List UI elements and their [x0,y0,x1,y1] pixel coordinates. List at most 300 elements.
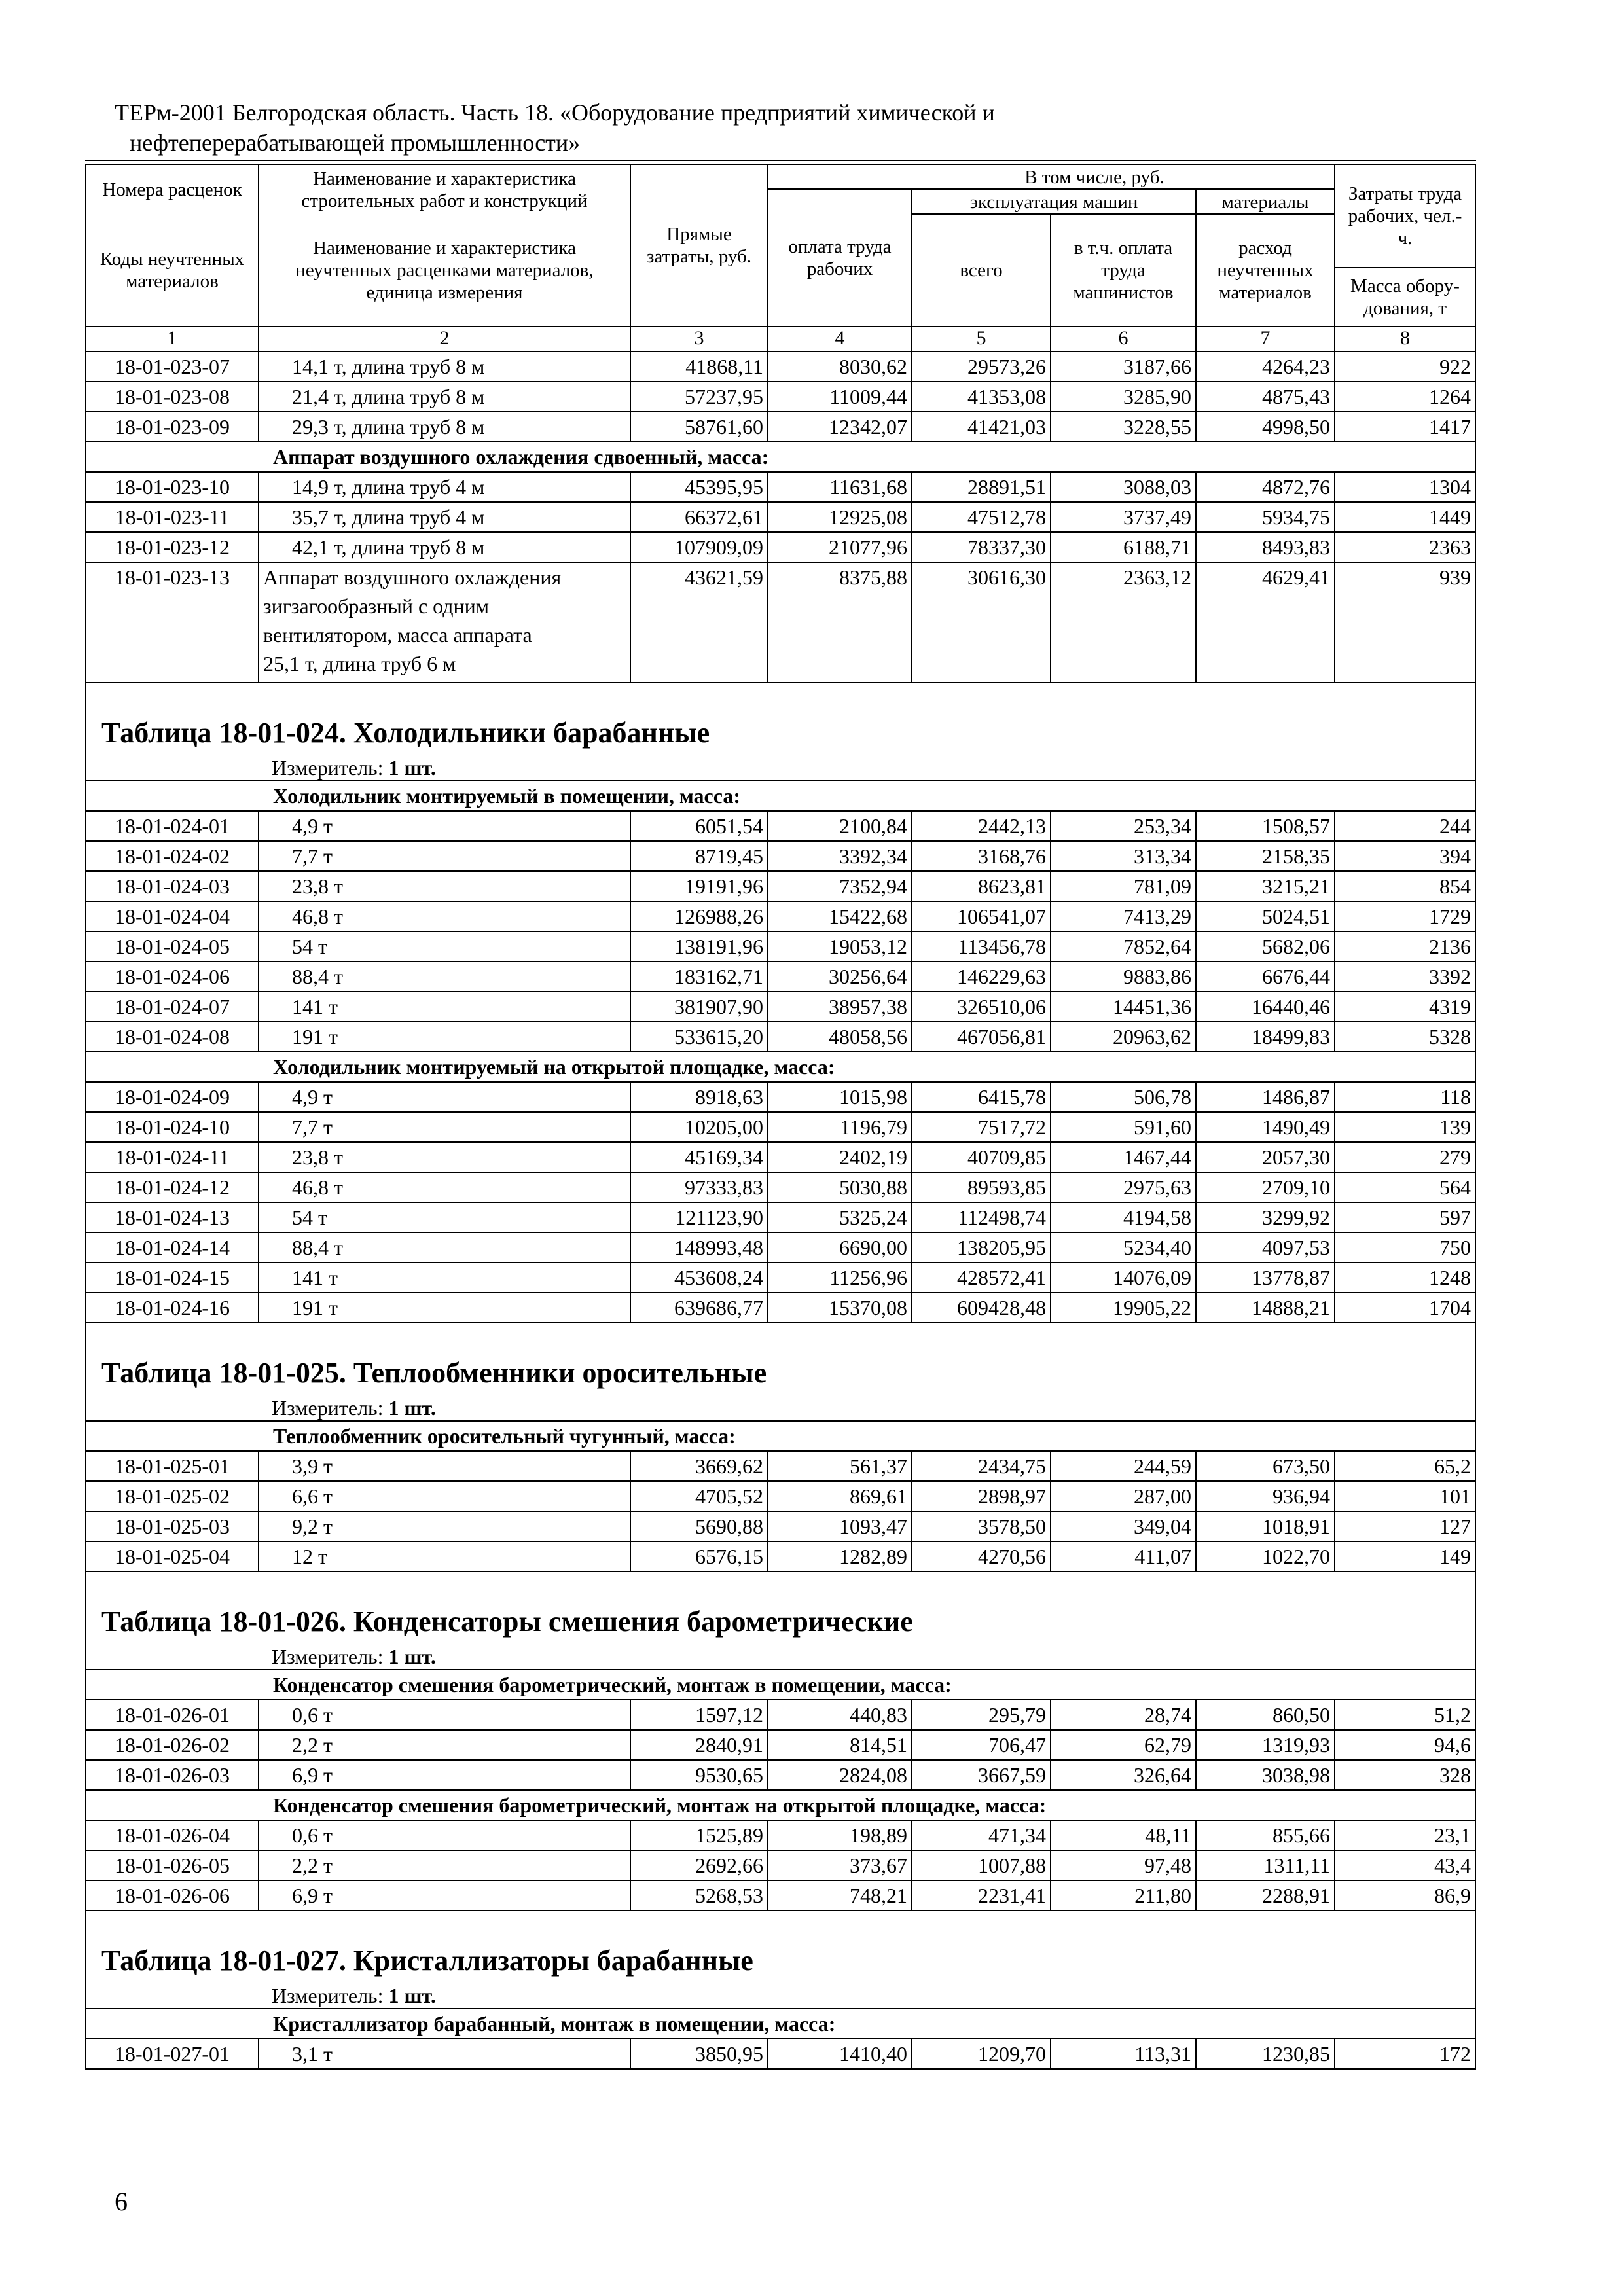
item-name: 2,2 т [258,1851,630,1880]
section-frame [85,1323,1476,1422]
value-cell: 639686,77 [630,1293,767,1322]
table-row [85,1761,1476,1791]
value-cell: 5325,24 [767,1203,911,1232]
column-number: 7 [1195,326,1334,351]
value-cell: 2824,08 [767,1761,911,1789]
group-subheader: Конденсатор смешения барометрический, монтаж в помещении, масса: [85,1670,1476,1700]
item-name: 54 т [258,932,630,961]
value-cell: 5690,88 [630,1512,767,1541]
value-cell: 3168,76 [911,842,1050,870]
table-row [85,812,1476,842]
item-name: 6,6 т [258,1482,630,1511]
item-name: 9,2 т [258,1512,630,1541]
value-cell: 57237,95 [630,382,767,411]
col3-header: Прямые затраты, руб. [646,224,752,267]
value-cell: 14888,21 [1195,1293,1334,1322]
value-cell: 6690,00 [767,1233,911,1262]
document-header-line2: нефтеперерабатывающей промышленности» [130,130,581,156]
value-cell: 5268,53 [630,1881,767,1910]
value-cell: 12925,08 [767,503,911,531]
value-cell: 3578,50 [911,1512,1050,1541]
value-cell: 138191,96 [630,932,767,961]
value-cell: 1018,91 [1195,1512,1334,1541]
value-cell: 2442,13 [911,812,1050,840]
rate-code: 18-01-024-10 [115,1115,230,1139]
table-row [85,1233,1476,1263]
table-section-title: Таблица 18-01-025. Теплообменники оросительные [101,1357,767,1389]
column-number: 4 [767,326,911,351]
value-cell: 706,47 [911,1731,1050,1759]
item-name: 3,1 т [258,2039,630,2068]
value-cell: 23,1 [1334,1821,1475,1850]
measure-label: Измеритель: [272,1396,389,1420]
value-cell: 1248 [1334,1263,1475,1292]
value-cell: 5024,51 [1195,902,1334,931]
value-cell: 860,50 [1195,1700,1334,1729]
value-cell: 1209,70 [911,2039,1050,2068]
measure-label: Измеритель: [272,1984,389,2007]
value-cell: 172 [1334,2039,1475,2068]
value-cell: 4629,41 [1195,563,1334,682]
value-cell: 4097,53 [1195,1233,1334,1262]
value-cell: 564 [1334,1173,1475,1202]
col8-top-header: Затраты труда рабочих, чел.-ч. [1348,183,1462,249]
value-cell: 1282,89 [767,1542,911,1571]
value-cell: 4319 [1334,992,1475,1021]
value-cell: 373,67 [767,1851,911,1880]
item-name: 4,9 т [258,1083,630,1111]
value-cell: 43621,59 [630,563,767,682]
value-cell: 30616,30 [911,563,1050,682]
table-row [85,1542,1476,1572]
machines-header: эксплуатация машин [969,192,1138,213]
rate-code: 18-01-026-04 [115,1823,230,1847]
rate-code: 18-01-024-07 [115,995,230,1018]
item-name: 141 т [258,992,630,1021]
col1-bottom-header: Коды неучтенных материалов [99,249,245,292]
value-cell: 7852,64 [1050,932,1195,961]
item-name: 46,8 т [258,1173,630,1202]
value-cell: 440,83 [767,1700,911,1729]
value-cell: 453608,24 [630,1263,767,1292]
item-name: 54 т [258,1203,630,1232]
item-name: 0,6 т [258,1821,630,1850]
value-cell: 127 [1334,1512,1475,1541]
value-cell: 9883,86 [1050,962,1195,991]
item-name: 6,9 т [258,1761,630,1789]
col5-header: всего [960,260,1003,281]
value-cell: 45169,34 [630,1143,767,1172]
item-name-line: 25,1 т, длина труб 6 м [263,652,456,675]
item-name: 12 т [258,1542,630,1571]
column-number: 8 [1334,326,1475,351]
value-cell: 211,80 [1050,1881,1195,1910]
value-cell: 750 [1334,1233,1475,1262]
value-cell: 19191,96 [630,872,767,901]
item-name: 191 т [258,1022,630,1051]
value-cell: 506,78 [1050,1083,1195,1111]
value-cell: 328 [1334,1761,1475,1789]
col4-header: оплата труда рабочих [788,236,892,279]
value-cell: 748,21 [767,1881,911,1910]
value-cell: 1230,85 [1195,2039,1334,2068]
rate-code: 18-01-026-05 [115,1854,230,1877]
value-cell: 2100,84 [767,812,911,840]
item-name: 0,6 т [258,1700,630,1729]
value-cell: 138205,95 [911,1233,1050,1262]
header-divider [911,213,1335,215]
value-cell: 41353,08 [911,382,1050,411]
value-cell: 1490,49 [1195,1113,1334,1141]
measure-value: 1 шт. [388,756,436,780]
measure-label: Измеритель: [272,756,389,780]
value-cell: 8493,83 [1195,533,1334,562]
table-row [85,1263,1476,1293]
value-cell: 854 [1334,872,1475,901]
item-name-line: Аппарат воздушного охлаждения [263,565,562,589]
item-name: 35,7 т, длина труб 4 м [258,503,630,531]
value-cell: 41868,11 [630,352,767,381]
table-row [85,932,1476,962]
group-subheader: Кристаллизатор барабанный, монтаж в помещении, масса: [85,2009,1476,2039]
value-cell: 295,79 [911,1700,1050,1729]
table-section-title: Таблица 18-01-027. Кристаллизаторы барабанные [101,1945,753,1977]
table-row [85,842,1476,872]
value-cell: 146229,63 [911,962,1050,991]
table-row [85,503,1476,533]
value-cell: 2231,41 [911,1881,1050,1910]
value-cell: 2975,63 [1050,1173,1195,1202]
value-cell: 15422,68 [767,902,911,931]
value-cell: 3669,62 [630,1452,767,1480]
rate-code: 18-01-024-05 [115,935,230,958]
value-cell: 51,2 [1334,1700,1475,1729]
item-name: 191 т [258,1293,630,1322]
value-cell: 43,4 [1334,1851,1475,1880]
value-cell: 14076,09 [1050,1263,1195,1292]
col8-bottom-header: Масса обору-дования, т [1350,276,1460,319]
col2-top-header: Наименование и характеристика строительных работ и конструкций [301,168,588,211]
value-cell: 7413,29 [1050,902,1195,931]
value-cell: 1311,11 [1195,1851,1334,1880]
table-row [85,1512,1476,1542]
value-cell: 2136 [1334,932,1475,961]
value-cell: 149 [1334,1542,1475,1571]
value-cell: 3038,98 [1195,1761,1334,1789]
value-cell: 62,79 [1050,1731,1195,1759]
measure-value: 1 шт. [388,1645,436,1668]
value-cell: 6415,78 [911,1083,1050,1111]
group-subheader: Холодильник монтируемый в помещении, масса: [85,781,1476,812]
value-cell: 97,48 [1050,1851,1195,1880]
rate-code: 18-01-023-11 [115,505,230,529]
rate-code: 18-01-024-13 [115,1206,230,1229]
value-cell: 6051,54 [630,812,767,840]
materials-header: материалы [1221,192,1309,213]
value-cell: 1093,47 [767,1512,911,1541]
value-cell: 936,94 [1195,1482,1334,1511]
rate-code: 18-01-024-09 [115,1085,230,1109]
table-row [85,1700,1476,1731]
item-name: 88,4 т [258,1233,630,1262]
value-cell: 40709,85 [911,1143,1050,1172]
section-frame [85,1572,1476,1670]
value-cell: 9530,65 [630,1761,767,1789]
value-cell: 113,31 [1050,2039,1195,2068]
value-cell: 86,9 [1334,1881,1475,1910]
value-cell: 4875,43 [1195,382,1334,411]
value-cell: 922 [1334,352,1475,381]
value-cell: 279 [1334,1143,1475,1172]
value-cell: 21077,96 [767,533,911,562]
item-name: 29,3 т, длина труб 8 м [258,412,630,441]
value-cell: 428572,41 [911,1263,1050,1292]
value-cell: 244,59 [1050,1452,1195,1480]
value-cell: 1007,88 [911,1851,1050,1880]
value-cell: 591,60 [1050,1113,1195,1141]
value-cell: 381907,90 [630,992,767,1021]
group-subheader: Аппарат воздушного охлаждения сдвоенный, масса: [85,442,1476,473]
header-underline [85,160,1476,161]
rate-code: 18-01-027-01 [115,2042,230,2066]
value-cell: 2057,30 [1195,1143,1334,1172]
value-cell: 14451,36 [1050,992,1195,1021]
value-cell: 5030,88 [767,1173,911,1202]
value-cell: 11631,68 [767,473,911,501]
col1-top-header: Номера расценок [102,179,242,200]
value-cell: 6676,44 [1195,962,1334,991]
value-cell: 121123,90 [630,1203,767,1232]
value-cell: 10205,00 [630,1113,767,1141]
col7-header: расход неучтенных материалов [1217,238,1314,303]
table-row [85,1731,1476,1761]
value-cell: 869,61 [767,1482,911,1511]
value-cell: 6188,71 [1050,533,1195,562]
page-number: 6 [115,2187,128,2216]
value-cell: 1015,98 [767,1083,911,1111]
value-cell: 11256,96 [767,1263,911,1292]
item-name: 4,9 т [258,812,630,840]
value-cell: 13778,87 [1195,1263,1334,1292]
rate-code: 18-01-024-12 [115,1175,230,1199]
value-cell: 11009,44 [767,382,911,411]
item-name: 7,7 т [258,1113,630,1141]
table-row [85,1173,1476,1203]
column-number-row [85,326,1476,352]
rate-code: 18-01-024-11 [115,1145,230,1169]
rate-code: 18-01-024-15 [115,1266,230,1289]
measure-label: Измеритель: [272,1645,389,1668]
value-cell: 2709,10 [1195,1173,1334,1202]
group-subheader: Конденсатор смешения барометрический, монтаж на открытой площадке, масса: [85,1791,1476,1821]
value-cell: 471,34 [911,1821,1050,1850]
value-cell: 8623,81 [911,872,1050,901]
value-cell: 1525,89 [630,1821,767,1850]
value-cell: 4998,50 [1195,412,1334,441]
rate-code: 18-01-024-01 [115,814,230,838]
value-cell: 6576,15 [630,1542,767,1571]
rate-code: 18-01-024-16 [115,1296,230,1319]
value-cell: 2363 [1334,533,1475,562]
table-row [85,1083,1476,1113]
value-cell: 5682,06 [1195,932,1334,961]
value-cell: 19905,22 [1050,1293,1195,1322]
value-cell: 78337,30 [911,533,1050,562]
value-cell: 2434,75 [911,1452,1050,1480]
rate-code: 18-01-026-02 [115,1733,230,1757]
document-header-line1: ТЕРм-2001 Белгородская область. Часть 18. «Оборудование предприятий химической и [115,99,995,126]
rate-code: 18-01-024-08 [115,1025,230,1049]
value-cell: 1449 [1334,503,1475,531]
value-cell: 12342,07 [767,412,911,441]
item-name: 14,9 т, длина труб 4 м [258,473,630,501]
value-cell: 7517,72 [911,1113,1050,1141]
value-cell: 4872,76 [1195,473,1334,501]
value-cell: 8719,45 [630,842,767,870]
table-row [85,1293,1476,1323]
measure-value: 1 шт. [388,1984,436,2007]
value-cell: 326510,06 [911,992,1050,1021]
value-cell: 30256,64 [767,962,911,991]
table-row [85,1113,1476,1143]
value-cell: 855,66 [1195,1821,1334,1850]
table-row [85,352,1476,382]
item-name: 23,8 т [258,872,630,901]
value-cell: 244 [1334,812,1475,840]
rate-code: 18-01-024-03 [115,874,230,898]
value-cell: 112498,74 [911,1203,1050,1232]
value-cell: 1410,40 [767,2039,911,2068]
rate-code: 18-01-025-01 [115,1454,230,1478]
item-name-line: зигзагообразный с одним [263,594,489,618]
value-cell: 2158,35 [1195,842,1334,870]
value-cell: 1319,93 [1195,1731,1334,1759]
rate-code: 18-01-025-02 [115,1484,230,1508]
value-cell: 101 [1334,1482,1475,1511]
value-cell: 1704 [1334,1293,1475,1322]
column-number: 2 [258,326,630,351]
value-cell: 1467,44 [1050,1143,1195,1172]
value-cell: 3228,55 [1050,412,1195,441]
value-cell: 4270,56 [911,1542,1050,1571]
value-cell: 533615,20 [630,1022,767,1051]
column-number: 3 [630,326,767,351]
measure-value: 1 шт. [388,1396,436,1420]
rate-code: 18-01-024-14 [115,1236,230,1259]
item-name: 3,9 т [258,1452,630,1480]
value-cell: 673,50 [1195,1452,1334,1480]
rate-code: 18-01-023-12 [115,535,230,559]
value-cell: 16440,46 [1195,992,1334,1021]
value-cell: 38957,38 [767,992,911,1021]
header-divider [911,190,912,326]
table-row [85,533,1476,563]
value-cell: 3187,66 [1050,352,1195,381]
value-cell: 113456,78 [911,932,1050,961]
value-cell: 1196,79 [767,1113,911,1141]
value-cell: 7352,94 [767,872,911,901]
value-cell: 106541,07 [911,902,1050,931]
table-row [85,1851,1476,1881]
value-cell: 20963,62 [1050,1022,1195,1051]
item-name: 21,4 т, длина труб 8 м [258,382,630,411]
table-row [85,1143,1476,1173]
value-cell: 5234,40 [1050,1233,1195,1262]
rate-code: 18-01-023-07 [115,355,230,378]
value-cell: 8918,63 [630,1083,767,1111]
column-number: 6 [1050,326,1195,351]
value-cell: 3737,49 [1050,503,1195,531]
rate-code: 18-01-025-03 [115,1515,230,1538]
value-cell: 3285,90 [1050,382,1195,411]
rate-code: 18-01-025-04 [115,1545,230,1568]
value-cell: 313,34 [1050,842,1195,870]
table-row [85,382,1476,412]
item-name: 2,2 т [258,1731,630,1759]
table-row [85,1022,1476,1052]
value-cell: 5328 [1334,1022,1475,1051]
item-name: 42,1 т, длина труб 8 м [258,533,630,562]
value-cell: 8030,62 [767,352,911,381]
table-row [85,872,1476,902]
value-cell: 65,2 [1334,1452,1475,1480]
value-cell: 5934,75 [1195,503,1334,531]
value-cell: 394 [1334,842,1475,870]
value-cell: 2363,12 [1050,563,1195,682]
table-row [85,2039,1476,2070]
value-cell: 939 [1334,563,1475,682]
section-frame [85,1911,1476,2009]
rate-code: 18-01-026-03 [115,1763,230,1787]
value-cell: 45395,95 [630,473,767,501]
value-cell: 1022,70 [1195,1542,1334,1571]
item-name: 23,8 т [258,1143,630,1172]
value-cell: 4705,52 [630,1482,767,1511]
value-cell: 18499,83 [1195,1022,1334,1051]
value-cell: 3392,34 [767,842,911,870]
value-cell: 41421,03 [911,412,1050,441]
section-frame [85,683,1476,781]
value-cell: 609428,48 [911,1293,1050,1322]
value-cell: 3667,59 [911,1761,1050,1789]
table-row [85,1881,1476,1911]
table-row [85,1821,1476,1851]
value-cell: 97333,83 [630,1173,767,1202]
header-divider [258,165,259,326]
header-divider [1195,190,1197,326]
value-cell: 1304 [1334,473,1475,501]
value-cell: 1417 [1334,412,1475,441]
value-cell: 3299,92 [1195,1203,1334,1232]
value-cell: 561,37 [767,1452,911,1480]
value-cell: 139 [1334,1113,1475,1141]
value-cell: 1597,12 [630,1700,767,1729]
value-cell: 326,64 [1050,1761,1195,1789]
item-name: 46,8 т [258,902,630,931]
value-cell: 4264,23 [1195,352,1334,381]
value-cell: 287,00 [1050,1482,1195,1511]
value-cell: 4194,58 [1050,1203,1195,1232]
item-name: 88,4 т [258,962,630,991]
value-cell: 1508,57 [1195,812,1334,840]
rate-code: 18-01-023-10 [115,475,230,499]
table-row [85,992,1476,1022]
value-cell: 28891,51 [911,473,1050,501]
value-cell: 2692,66 [630,1851,767,1880]
column-number: 5 [911,326,1050,351]
rate-code: 18-01-026-01 [115,1703,230,1727]
value-cell: 3215,21 [1195,872,1334,901]
